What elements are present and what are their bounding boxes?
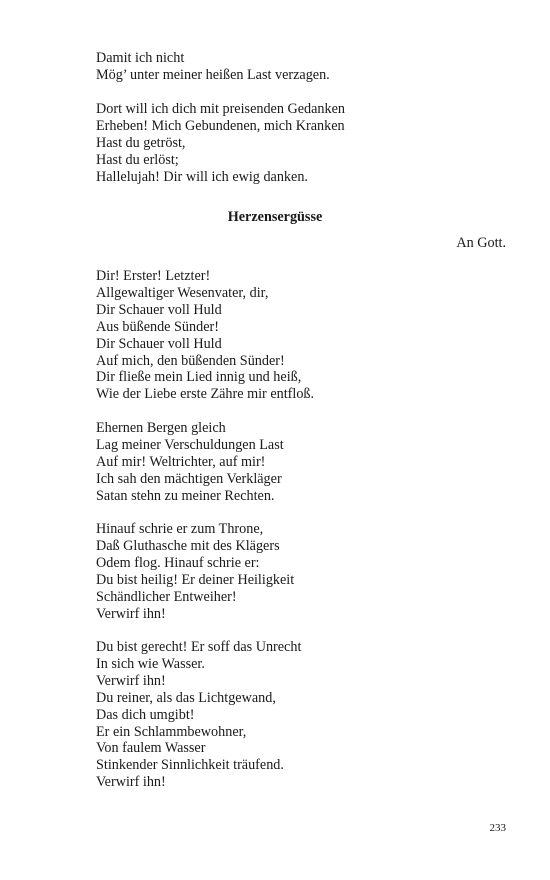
- verse-line: In sich wie Wasser.: [96, 655, 205, 672]
- verse-line: Von faulem Wasser: [96, 740, 206, 757]
- verse-line: Auf mich, den büßenden Sünder!: [96, 352, 285, 369]
- verse-line: Das dich umgibt!: [96, 706, 195, 723]
- verse-line: Dir Schauer voll Huld: [96, 335, 222, 352]
- verse-line: Verwirf ihn!: [96, 672, 166, 689]
- stanza-5: [96, 521, 294, 622]
- verse-line: Dir Schauer voll Huld: [96, 301, 222, 318]
- stanza-1: [96, 50, 330, 84]
- verse-line: Dir! Erster! Letzter!: [96, 268, 211, 284]
- verse-line: Hast du getröst,: [96, 134, 186, 151]
- verse-line: Aus büßende Sünder!: [96, 318, 219, 335]
- verse-line: Hallelujah! Dir will ich ewig danken.: [96, 168, 308, 185]
- verse-line: Verwirf ihn!: [96, 605, 166, 622]
- poem-dedication: An Gott.: [456, 235, 506, 251]
- verse-line: Verwirf ihn!: [96, 774, 166, 791]
- verse-line: Ehernen Bergen gleich: [96, 420, 226, 436]
- verse-line: Du reiner, als das Lichtgewand,: [96, 689, 276, 706]
- verse-line: Stinkender Sinnlichkeit träufend.: [96, 757, 284, 774]
- poem-title: Herzensergüsse: [227, 209, 323, 225]
- verse-line: Ich sah den mächtigen Verkläger: [96, 470, 282, 487]
- verse-line: Lag meiner Verschuldungen Last: [96, 436, 284, 453]
- verse-line: Satan stehn zu meiner Rechten.: [96, 487, 275, 504]
- page-number: 233: [489, 822, 506, 834]
- stanza-3: [96, 268, 314, 403]
- verse-line: Dir fließe mein Lied innig und heiß,: [96, 369, 302, 386]
- verse-line: Auf mir! Weltrichter, auf mir!: [96, 453, 266, 470]
- verse-line: Du bist gerecht! Er soff das Unrecht: [96, 639, 302, 655]
- verse-line: Dort will ich dich mit preisenden Gedanken: [96, 101, 346, 117]
- verse-line: Du bist heilig! Er deiner Heiligkeit: [96, 571, 295, 588]
- verse-line: Erheben! Mich Gebundenen, mich Kranken: [96, 117, 345, 134]
- verse-line: Hinauf schrie er zum Throne,: [96, 521, 264, 537]
- verse-line: Mög’ unter meiner heißen Last verzagen.: [96, 66, 330, 83]
- stanza-4: [96, 420, 284, 505]
- verse-line: Allgewaltiger Wesenvater, dir,: [96, 284, 269, 301]
- verse-line: Er ein Schlammbewohner,: [96, 723, 247, 740]
- verse-line: Daß Gluthasche mit des Klägers: [96, 537, 280, 554]
- verse-line: Schändlicher Entweiher!: [96, 588, 237, 605]
- verse-line: Odem flog. Hinauf schrie er:: [96, 554, 260, 571]
- stanza-2: [96, 101, 345, 186]
- verse-line: Wie der Liebe erste Zähre mir entfloß.: [96, 386, 315, 403]
- verse-line: Hast du erlöst;: [96, 151, 179, 168]
- stanza-6: [96, 639, 301, 791]
- verse-line: Damit ich nicht: [96, 50, 185, 66]
